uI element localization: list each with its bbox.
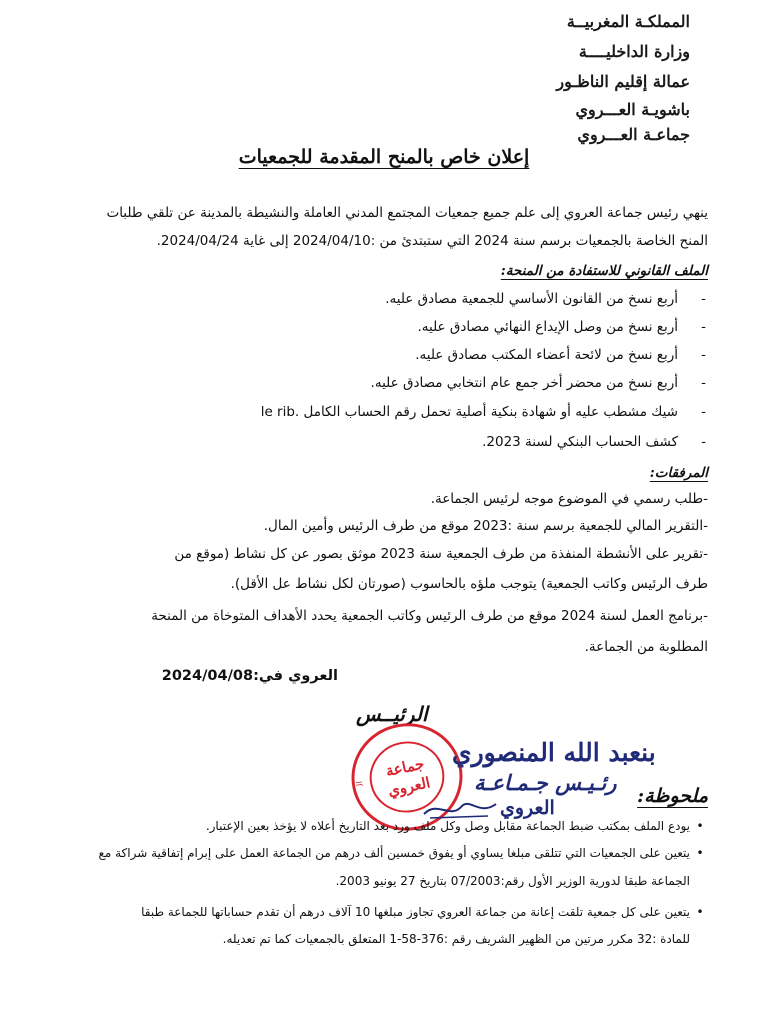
attachment-line: -التقرير المالي للجمعية برسم سنة :2023 موقع من طرف الرئيس وأمين المال. — [263, 518, 708, 534]
legal-file-title: الملف القانوني للاستفادة من المنحة: — [500, 263, 708, 279]
header-ministry: وزارة الداخليــــة — [578, 42, 690, 61]
stamp-center-line-2: العروي — [386, 774, 432, 800]
header-prefecture: عمالة إقليم الناظـور — [556, 72, 690, 91]
attachment-line: -تقرير على الأنشطة المنفذة من طرف الجمعية سنة 2023 موثق بصور عن كل نشاط (موقع من — [174, 546, 708, 562]
dash-marker: - — [701, 347, 706, 363]
signatory-commune: العروي — [500, 797, 555, 819]
dash-marker: - — [701, 404, 706, 420]
note-item-continuation: للمادة :32 مكرر مرتين من الظهير الشريف رقم :376-58-1 المتعلق بالجمعيات كما تم تعديله. — [222, 932, 690, 946]
signatory-name: بنعبد الله المنصوري — [452, 738, 656, 767]
note-item: •يتعين على كل جمعية تلقت إعانة من جماعة العروي تجاوز مبلغها 10 آلاف درهم أن تقدم حساباتها للجماعة طبقا — [50, 905, 710, 919]
legal-item: -كشف الحساب البنكي لسنة 2023. — [482, 434, 706, 450]
notes-title: ملحوظة: — [637, 785, 708, 807]
signature-role: الرئيــس — [356, 702, 428, 726]
signatory-title: رئـيـس جـمـاعـة — [474, 770, 617, 795]
bullet-marker: • — [696, 905, 704, 919]
place-date: العروي في:2024/04/08 — [161, 668, 338, 684]
attachment-line: -طلب رسمي في الموضوع موجه لرئيس الجماعة. — [430, 491, 708, 507]
header-pashalik: باشويـة العـــروي — [575, 100, 690, 119]
document-title: إعلان خاص بالمنح المقدمة للجمعيات — [238, 146, 530, 168]
dash-marker: - — [701, 434, 706, 450]
attachments-title: المرفقات: — [649, 465, 708, 481]
bullet-marker: • — [696, 846, 704, 860]
stamp-ring-text: المملكة — [353, 780, 365, 787]
dash-marker: - — [701, 291, 706, 307]
legal-item: -أربع نسخ من القانون الأساسي للجمعية مصادق عليه. — [385, 291, 706, 307]
legal-item: -أربع نسخ من وصل الإيداع النهائي مصادق عليه. — [417, 319, 706, 335]
note-item: •يودع الملف بمكتب ضبط الجماعة مقابل وصل وكل ملف ورد بعد التاريخ أعلاه لا يؤخذ بعين الإعتبار. — [50, 819, 710, 833]
legal-item: -أربع نسخ من محضر أخر جمع عام انتخابي مصادق عليه. — [370, 375, 706, 391]
header-kingdom: المملكـة المغربيــة — [566, 12, 690, 31]
note-item: •يتعين على الجمعيات التي تتلقى مبلغا يساوي أو يفوق خمسين ألف درهم من الجماعة العمل على إبرام إتفاقية شراكة مع — [50, 846, 710, 860]
intro-line-1: ينهي رئيس جماعة العروي إلى علم جميع جمعيات المجتمع المدني العاملة والنشيطة بالمدينة عن تلقي طلبات — [106, 205, 708, 221]
dash-marker: - — [701, 375, 706, 391]
dash-marker: - — [701, 319, 706, 335]
attachment-line: -برنامج العمل لسنة 2024 موقع من طرف الرئيس وكاتب الجمعية يحدد الأهداف المتوخاة من المنحة — [151, 608, 708, 624]
legal-item: -شيك مشطب عليه أو شهادة بنكية أصلية تحمل رقم الحساب الكامل .le rib — [260, 404, 706, 420]
stamp-center-line-1: جماعة — [384, 755, 426, 781]
attachment-line: طرف الرئيس وكاتب الجمعية) يتوجب ملؤه بالحاسوب (صورتان لكل نشاط عل الأقل). — [230, 576, 708, 592]
attachment-line: المطلوبة من الجماعة. — [584, 639, 708, 655]
header-commune: جماعـة العـــروي — [577, 125, 690, 144]
note-item-continuation: الجماعة طبقا لدورية الوزير الأول رقم:07/2003 بتاريخ 27 يونيو 2003. — [335, 874, 690, 888]
intro-line-2: المنح الخاصة بالجمعيات برسم سنة 2024 التي ستبتدئ من :2024/04/10 إلى غاية 2024/04/24. — [156, 233, 708, 249]
legal-item: -أربع نسخ من لائحة أعضاء المكتب مصادق عليه. — [415, 347, 706, 363]
bullet-marker: • — [696, 819, 704, 833]
